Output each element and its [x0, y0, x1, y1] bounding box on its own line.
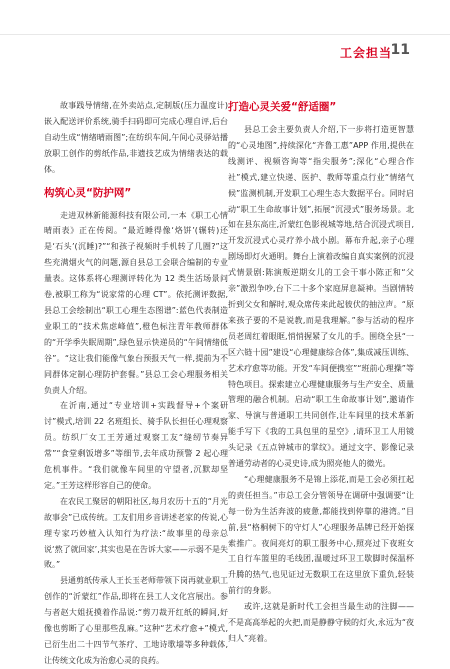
page-header	[0, 0, 450, 70]
body-paragraph: 走进双林新能源科技有限公司,一本《职工心情晴雨表》正在传阅。“最近睡得像‘烙饼’(辗转)还是‘石头’(沉睡)?”“和孩子视频时手机转了几圈?”这些充满烟火气的问题,源自县总工会联合编制的专业量表。这体系将心理测评转化为 12 类生活场景问卷,被职工称为“说家常的心理 CT”。依托测评数据,县总工会绘制出“职工心理生态图谱”:蓝色代表制造业职工的“技术焦虑峰值”,橙色标注青年教师群体的“开学季失眠周期”,绿色显示快递员的“午间情绪低谷”。“这让我们能像气象台预报天气一样,提前为不同群体定制心理防护套餐。”县总工会心理服务相关负责人介绍。	[44, 210, 228, 395]
left-column	[44, 98, 228, 669]
body-paragraph: 在沂南,通过“专业培训+实践督导+个案研讨”模式,培训 22 名班组长、骑手队长担任心理观察员。纺织厂女工王芳通过观察工友“缝纫节奏异常”“食堂剩饭增多”等细节,去年成功预警 2 起心理危机事件。“我们就像车间里的守望者,沉默却坚定。”王芳这样形容自己的使命。	[44, 401, 228, 490]
section-heading-protection-net: 构筑心灵“防护网”	[44, 186, 132, 199]
header-rule	[0, 0, 450, 35]
right-column	[228, 98, 414, 647]
intro-paragraph: 故事践导情绪,在外卖站点,定制版(压力温度计)嵌入配送评价系统,骑手扫码即可完成心理自评,后台自动生成“情绪晴雨图”;在纺织车间,午间心灵驿站播放职工创作的剪纸作品,非遗技艺成为情绪表达的载体。	[44, 101, 228, 174]
page-number: 11	[390, 42, 410, 58]
body-paragraph: 县总工会主要负责人介绍,下一步将打造更智慧的“心灵地图”,持续深化“齐鲁工惠”APP 作用,提供在线测评、视频咨询等“指尖服务”;深化“心理合作社”模式,建立快递、医护、教师等重点行业“情绪气候”监测机制,开发职工心理生态大数据平台。同时启动“职工生命故事计划”,拓展“沉浸式”服务场景。北如在县东高庄,沂蒙红色影视城等地,结合沉浸式项目,开发沉浸式心灵疗养小战小剧。幕布升起,亲子心理剧场即灯火通明。舞台上演着改编自真实案例的沉浸式情景剧:陈演叛逆期女儿的工会干事小陈正和“父亲”激烈争吵,台下二十多个家庭屏息凝神。当剧情转折到父女和解时,观众席传来此起彼伏的抽泣声。“原来孩子要的不是说教,而是我理解。”参与活动的程序员老周红着眼眶,悄悄握紧了女儿的手。围绕全县“一区六链十园”建设“心理健康综合体”,集成减压训练、艺术疗愈等功能。开发“车间便携室”“班前心理操”等特色项目。探索建立心理健康服务与生产安全、质量管理的融合机制。启动“职工生命故事计划”,邀请作家、导演与普通职工共同创作,让车间里的技术革新能手写下《我的工具包里的星空》,请环卫工人用镜头记录《五点钟城市的掌纹》。通过文字、影像记录普通劳动者的心灵史诗,成为照亮他人的微光。	[228, 125, 414, 469]
body-paragraph: “心理健康服务不是锦上添花,而是工会必须扛起的责任担当。”市总工会分管领导在调研中强调要“让每一份为生活奔波的疲惫,都能找到停靠的港湾。”目前,县“格桐树下的守灯人”心理服务品牌已经开始探索推广。夜间亮灯的职工服务中心,照亮过下夜班女工自行车篮里的毛线团,温暖过环卫工歇脚时保温杯升腾的热气,也见证过无数职工在这里放下重负,轻装前行的身影。	[228, 474, 414, 596]
body-paragraph: 或许,这就是新时代工会担当最生动的注脚——不是高高举起的火把,而是静静守候的灯火,永远为“夜归人”亮着。	[228, 602, 414, 643]
body-paragraph: 在农民工聚居的朝阳社区,每月农历十五的“月光故事会”已成传统。工友们用乡音讲述老家的传说,心理专家巧妙植入认知行为疗法:“故事里的母亲总说‘熬了就回家’,其实也是在告诉大家——示弱不是失败。”	[44, 496, 228, 570]
section-title: 工会担当	[339, 46, 392, 60]
section-heading-comfort-zone: 打造心灵关爱“舒适圈”	[228, 101, 337, 113]
body-paragraph: 县通剪纸传承人王长玉老师带领下岗再就业职工创作的“沂蒙红”作品,即将在县工人文化宫展出。参与者赵大姐抚摸着作品说:“剪刀裁开红纸的瞬间,好像也剪断了心里那些乱麻。”这种“艺术疗愈+”模式,已衍生出二十四节气茶疗、工地诗歌墙等多种载体,让传统文化成为治愈心灵的良药。	[44, 576, 228, 665]
